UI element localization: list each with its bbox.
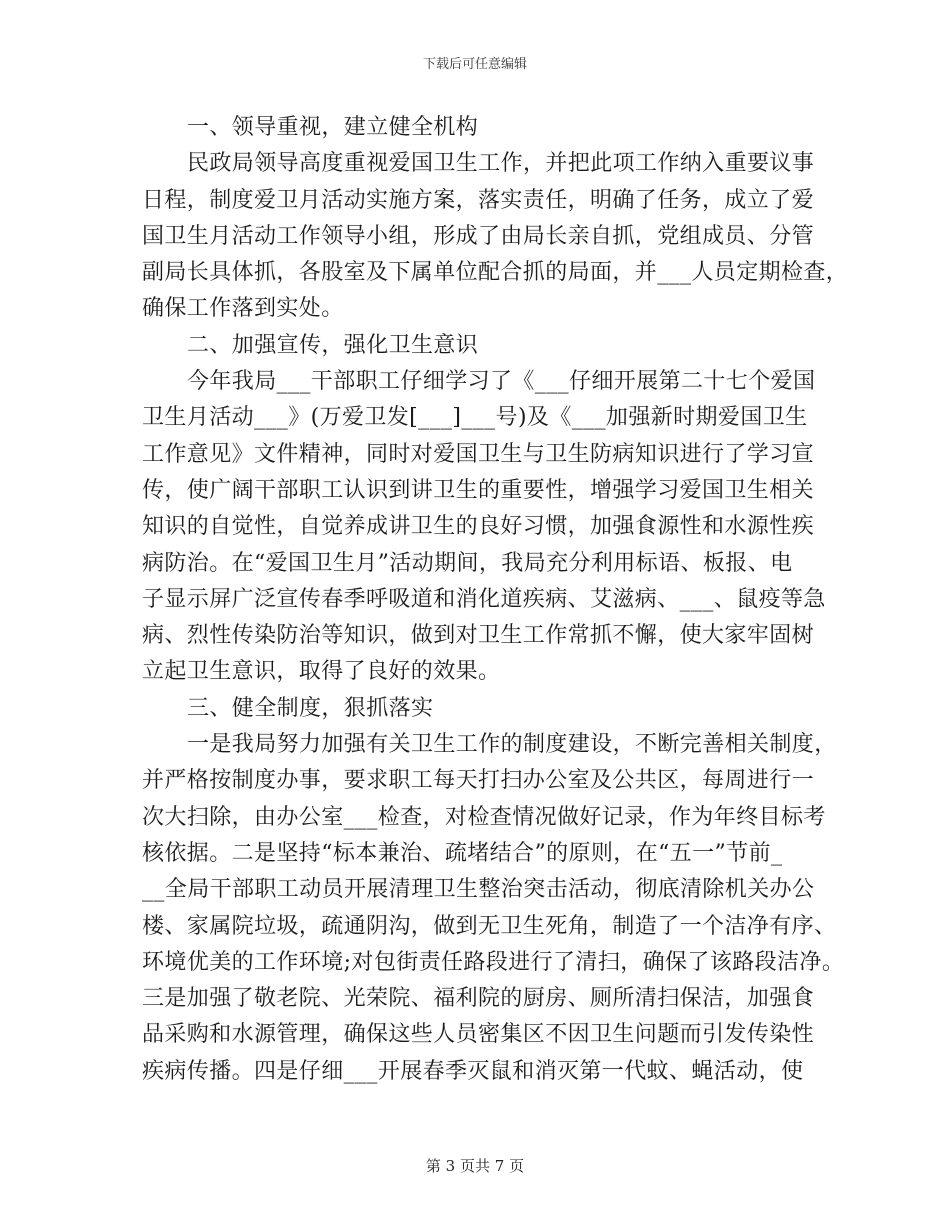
text-line: 二、加强宣传，强化卫生意识 — [187, 332, 479, 358]
text-line: 民政局领导高度重视爱国卫生工作，并把此项工作纳入重要议事 — [187, 151, 815, 177]
text-line: 病、烈性传染防治等知识，做到对卫生工作常抓不懈，使大家牢固树 — [142, 623, 815, 649]
text-line: 确保工作落到实处。 — [142, 296, 344, 322]
text-line: 环境优美的工作环境;对包街责任路段进行了清扫，确保了该路段洁净。 — [142, 949, 845, 975]
text-line: 一是我局努力加强有关卫生工作的制度建设，不断完善相关制度， — [187, 732, 837, 758]
text-line: 传，使广阔干部职工认识到讲卫生的重要性，增强学习爱国卫生相关 — [142, 477, 815, 503]
text-line: 日程，制度爱卫月活动实施方案，落实责任，明确了任务，成立了爱 — [142, 187, 815, 213]
text-line: 疾病传播。四是仔细___开展春季灭鼠和消灭第一代蚊、蝇活动，使 — [142, 1058, 804, 1084]
text-line: 工作意见》文件精神，同时对爱国卫生与卫生防病知识进行了学习宣 — [142, 441, 815, 467]
text-line: 次大扫除，由办公室___检查，对检查情况做好记录，作为年终目标考 — [142, 804, 826, 830]
text-line: 副局长具体抓，各股室及下属单位配合抓的局面，并___人员定期检查， — [142, 260, 849, 286]
text-line: 核依据。二是坚持“标本兼治、疏堵结合”的原则，在“五一”节前_ — [142, 840, 783, 866]
text-line: 一、领导重视，建立健全机构 — [187, 115, 479, 140]
document-body — [142, 110, 849, 1090]
page-footer: 第 3 页共 7 页 — [425, 1157, 525, 1175]
text-line: 三是加强了敬老院、光荣院、福利院的厨房、厕所清扫保洁，加强食 — [142, 986, 815, 1012]
text-line: 今年我局___干部职工仔细学习了《___仔细开展第二十七个爱国 — [187, 369, 816, 395]
text-line: 国卫生月活动工作领导小组，形成了由局长亲自抓，党组成员、分管 — [142, 223, 815, 249]
text-line: 立起卫生意识，取得了良好的效果。 — [142, 659, 501, 685]
text-line: 病防治。在“爱国卫生月”活动期间，我局充分利用标语、板报、电 — [142, 550, 793, 576]
text-line: 子显示屏广泛宣传春季呼吸道和消化道疾病、艾滋病、___、鼠疫等急 — [142, 586, 826, 612]
text-line: 知识的自觉性，自觉养成讲卫生的良好习惯，加强食源性和水源性疾 — [142, 514, 815, 540]
text-line: 楼、家属院垃圾，疏通阴沟，做到无卫生死角，制造了一个洁净有序、 — [142, 913, 837, 939]
page-header: 下载后可任意编辑 — [422, 57, 527, 72]
text-line: 卫生月活动___》(万爱卫发[___]___号)及《___加强新时期爱国卫生 — [142, 405, 808, 431]
text-line: __全局干部职工动员开展清理卫生整治突击活动，彻底清除机关办公 — [142, 877, 815, 903]
text-line: 并严格按制度办事，要求职工每天打扫办公室及公共区，每周进行一 — [142, 768, 815, 794]
text-line: 三、健全制度，狠抓落实 — [187, 695, 434, 721]
text-line: 品采购和水源管理，确保这些人员密集区不因卫生问题而引发传染性 — [142, 1022, 815, 1048]
